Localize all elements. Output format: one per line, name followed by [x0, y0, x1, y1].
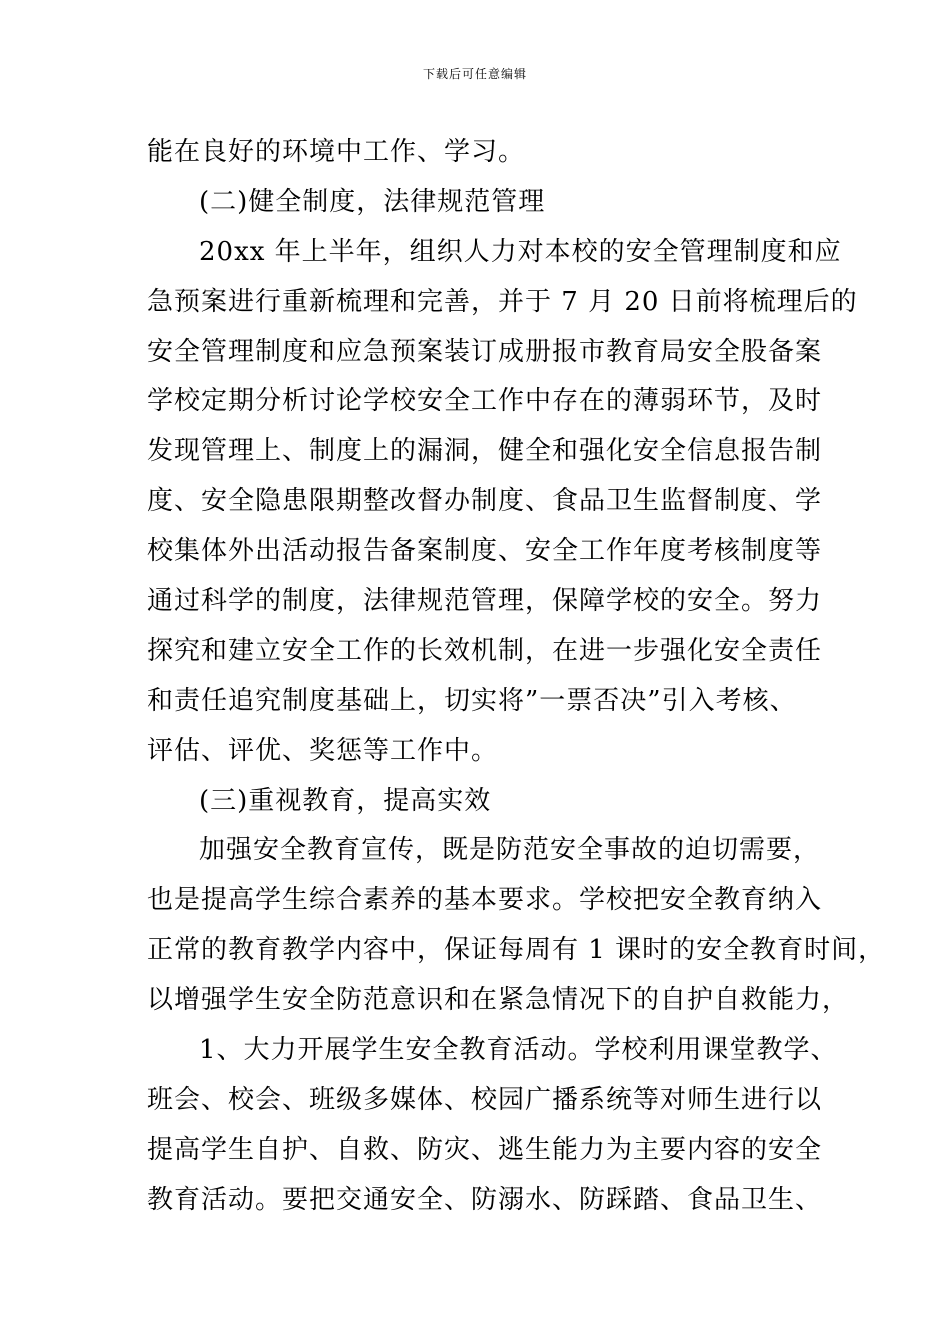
text-line: 正常的教育教学内容中，保证每周有 1 课时的安全教育时间，	[147, 935, 886, 966]
text-line: 度、安全隐患限期整改督办制度、食品卫生监督制度、学	[147, 486, 823, 517]
section-heading: (二)健全制度，法律规范管理	[199, 186, 546, 217]
text-line: 以增强学生安全防范意识和在紧急情况下的自护自救能力，	[147, 985, 850, 1016]
document-body	[147, 128, 886, 1226]
text-line: 提高学生自护、自救、防灾、逃生能力为主要内容的安全	[147, 1134, 823, 1165]
text-line: 20xx 年上半年，组织人力对本校的安全管理制度和应	[199, 236, 842, 267]
text-line: 通过科学的制度，法律规范管理，保障学校的安全。努力	[147, 586, 823, 617]
text-line: 探究和建立安全工作的长效机制，在进一步强化安全责任	[147, 635, 823, 666]
text-line: 和责任追究制度基础上，切实将”一票否决”引入考核、	[147, 685, 797, 716]
text-line: 教育活动。要把交通安全、防溺水、防踩踏、食品卫生、	[147, 1184, 823, 1215]
page-header: 下载后可任意编辑	[422, 67, 527, 81]
text-line: 学校定期分析讨论学校安全工作中存在的薄弱环节，及时	[147, 386, 823, 417]
section-heading: (三)重视教育，提高实效	[199, 785, 492, 816]
text-line: 也是提高学生综合素养的基本要求。学校把安全教育纳入	[147, 885, 823, 916]
text-line: 安全管理制度和应急预案装订成册报市教育局安全股备案	[147, 336, 823, 367]
text-line: 班会、校会、班级多媒体、校园广播系统等对师生进行以	[147, 1084, 823, 1115]
text-line: 评估、评优、奖惩等工作中。	[147, 735, 499, 766]
text-line: 能在良好的环境中工作、学习。	[147, 137, 526, 167]
text-line: 加强安全教育宣传，既是防范安全事故的迫切需要，	[199, 835, 821, 866]
text-line: 发现管理上、制度上的漏洞，健全和强化安全信息报告制	[147, 436, 823, 467]
text-line: 1、大力开展学生安全教育活动。学校利用课堂教学、	[199, 1035, 838, 1066]
text-line: 急预案进行重新梳理和完善，并于 7 月 20 日前将梳理后的	[147, 286, 858, 317]
text-line: 校集体外出活动报告备案制度、安全工作年度考核制度等	[147, 536, 823, 567]
